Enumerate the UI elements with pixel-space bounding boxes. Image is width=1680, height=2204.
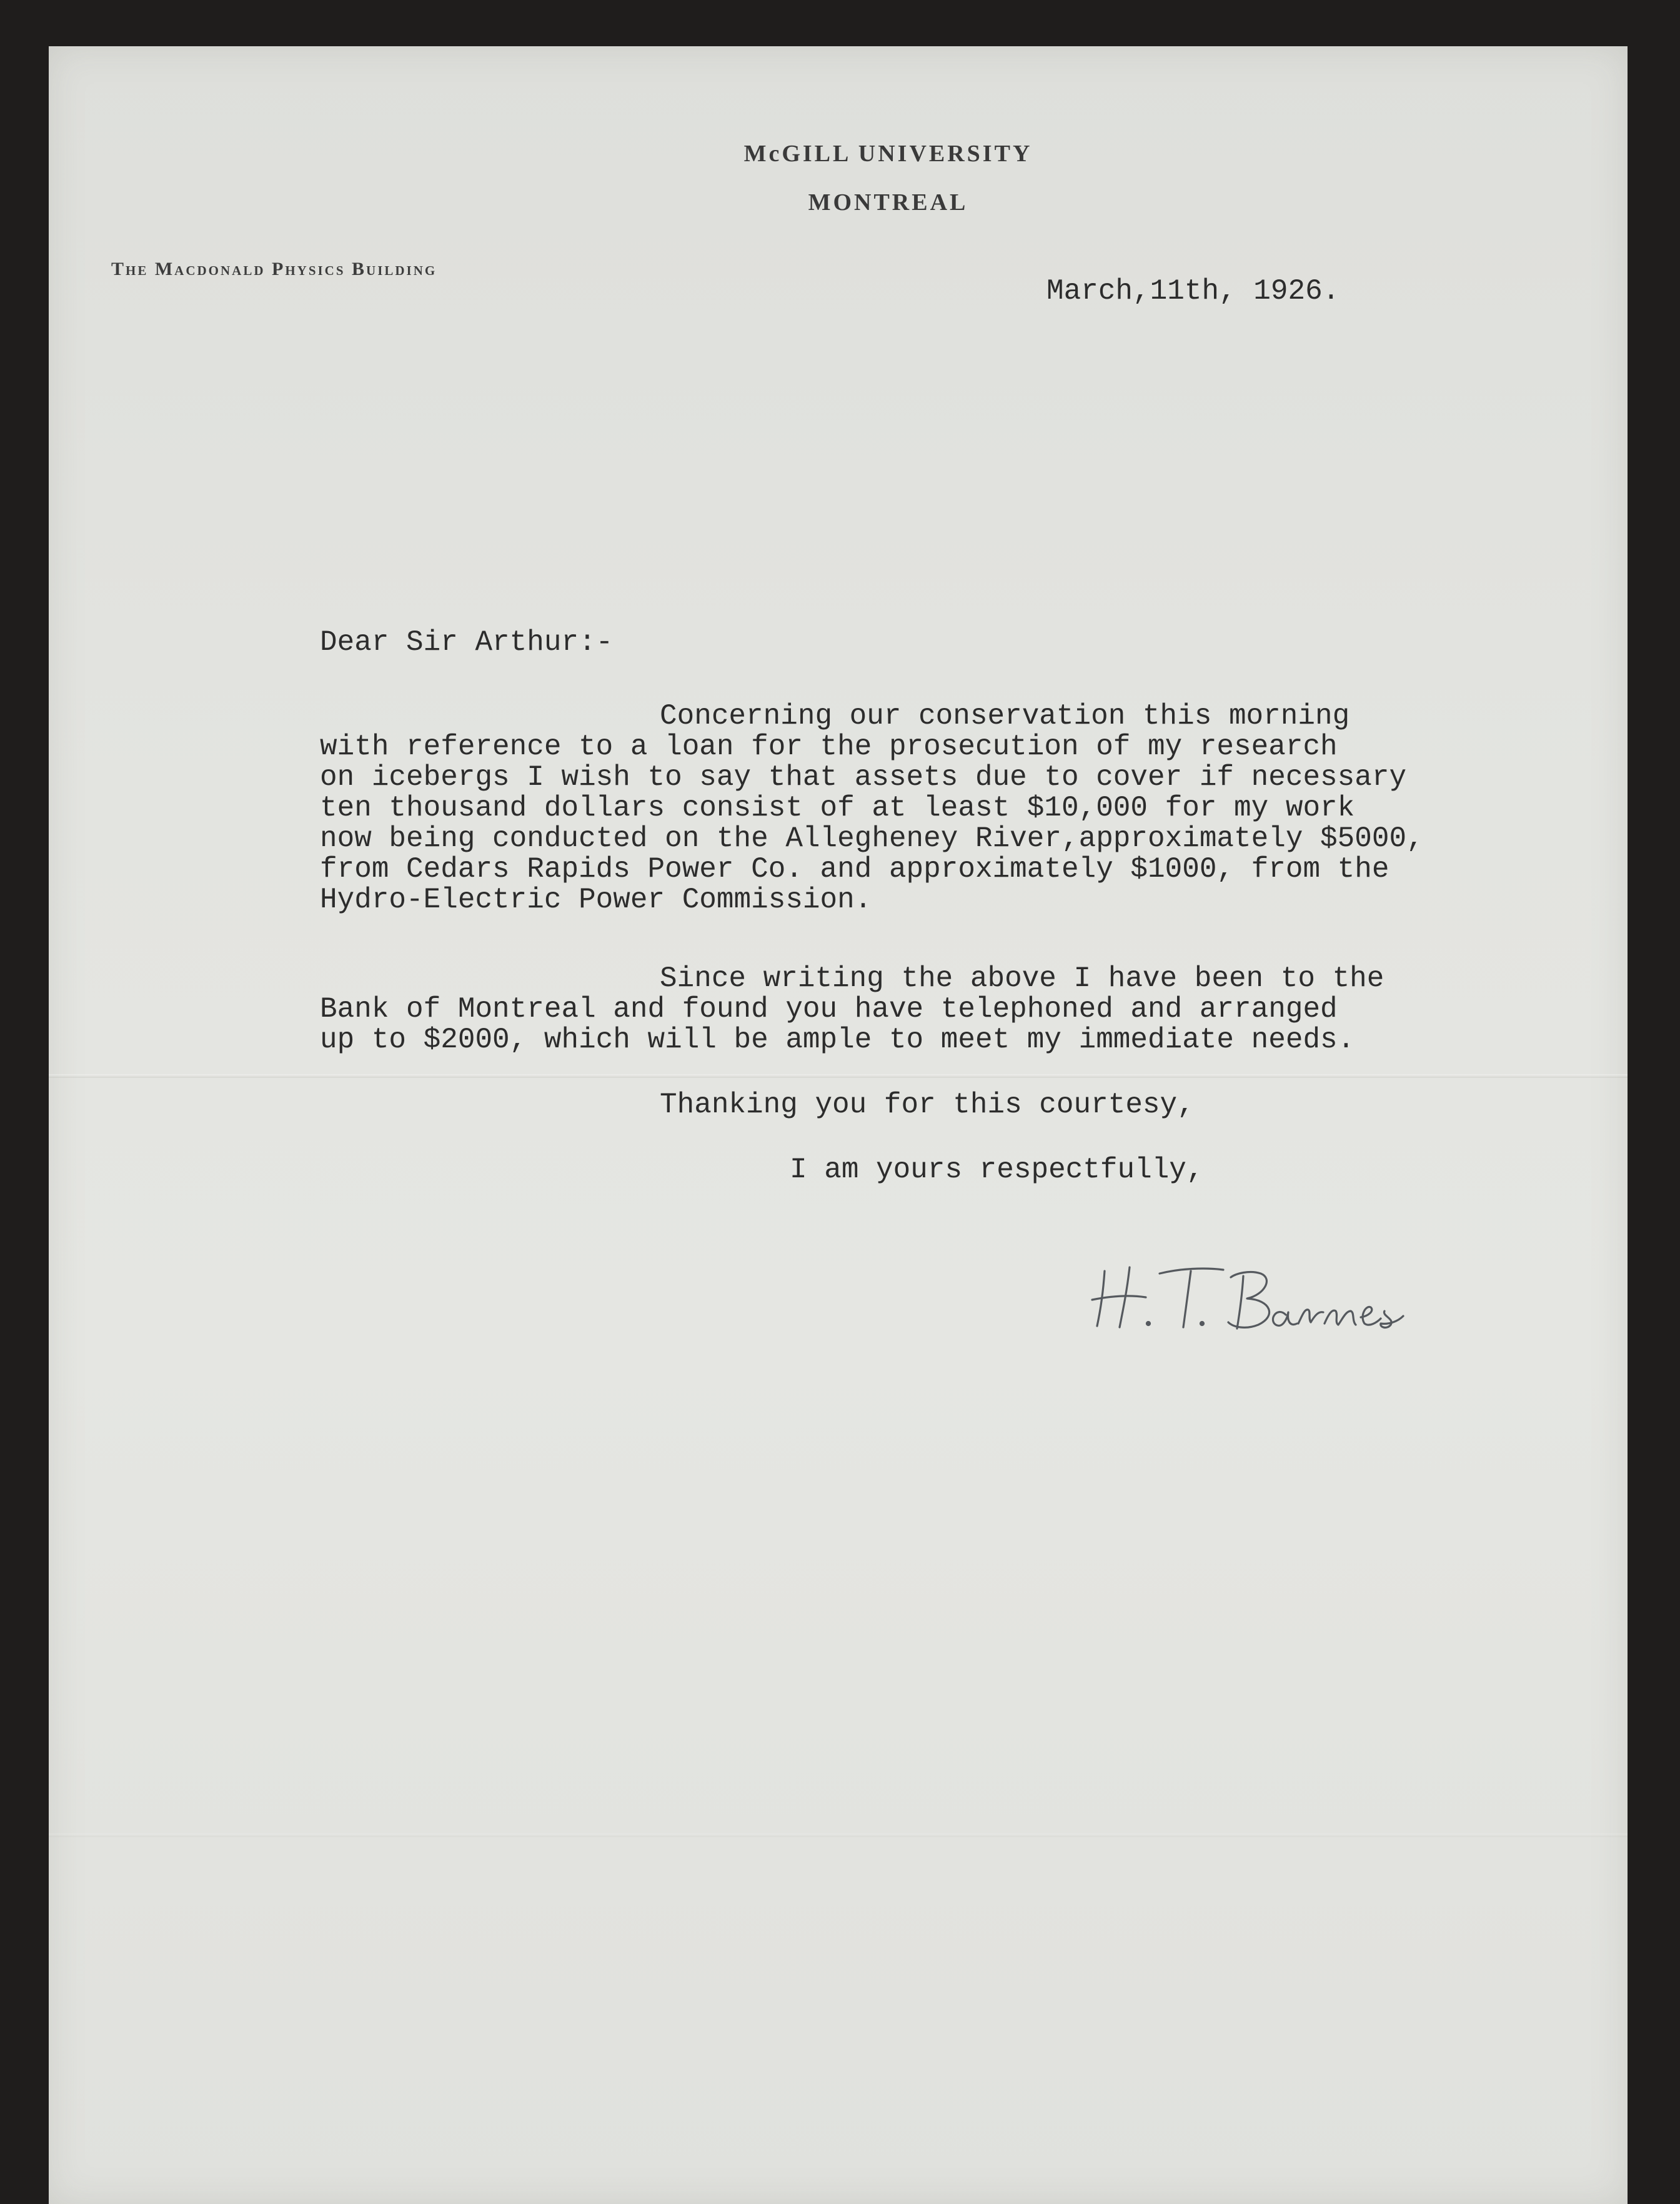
letter-paragraph-1	[320, 701, 1424, 915]
paragraph-line: now being conducted on the Allegheney River,approximately $5000,	[320, 822, 1424, 855]
paragraph-line: from Cedars Rapids Power Co. and approximately $1000, from the	[320, 853, 1389, 885]
letterhead-building: The Macdonald Physics Building	[111, 259, 437, 279]
paragraph-line: ten thousand dollars consist of at least $10,000 for my work	[320, 792, 1355, 824]
letter-date: March,11th, 1926.	[1046, 275, 1340, 307]
paragraph-line: up to $2000, which will be ample to meet my immediate needs.	[320, 1024, 1355, 1056]
letter-salutation: Dear Sir Arthur:-	[320, 626, 614, 659]
letter-page	[49, 46, 1628, 2204]
paper-fold	[49, 1074, 1628, 1078]
paragraph-line: Bank of Montreal and found you have telephoned and arranged	[320, 993, 1338, 1025]
paragraph-line: Hydro-Electric Power Commission.	[320, 884, 872, 916]
letterhead-city: MONTREAL	[808, 189, 968, 216]
paragraph-line: with reference to a loan for the prosecution of my research	[320, 731, 1338, 763]
letter-paragraph-2	[320, 964, 1384, 1055]
letter-signoff: I am yours respectfully,	[790, 1154, 1204, 1186]
paper-fold	[49, 1833, 1628, 1837]
letterhead-university: McGILL UNIVERSITY	[743, 141, 1033, 167]
paragraph-line: on icebergs I wish to say that assets due to cover if necessary	[320, 761, 1407, 794]
handwritten-signature	[1086, 1246, 1486, 1346]
paragraph-line: Concerning our conservation this morning	[660, 700, 1350, 732]
paragraph-line: Since writing the above I have been to the	[660, 962, 1384, 995]
letter-closing: Thanking you for this courtesy,	[660, 1089, 1195, 1121]
